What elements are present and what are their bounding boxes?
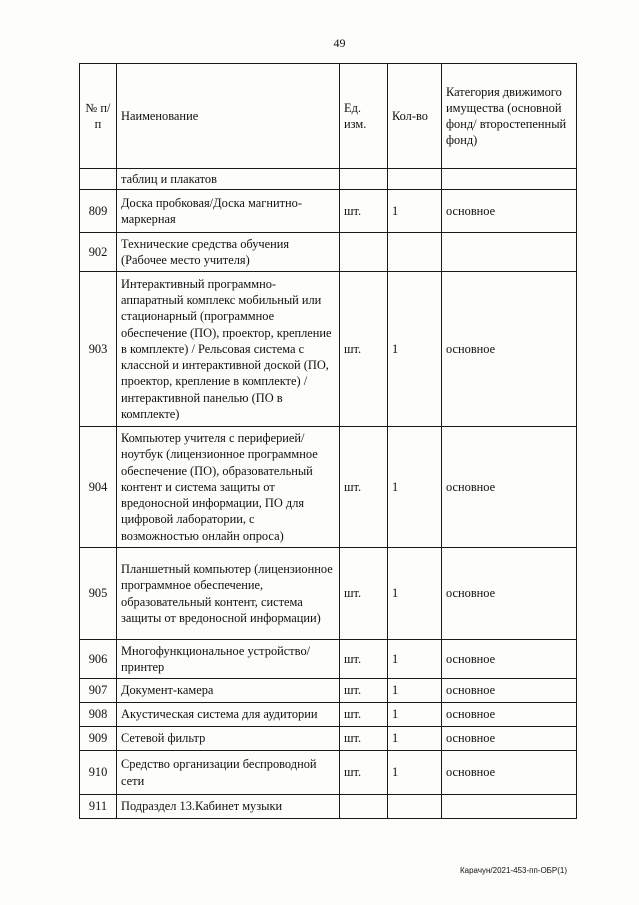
row-num: 905 [80,548,117,640]
row-name: Интерактивный программно-аппаратный комплекс мобильный или стационарный (программное обеспечение (ПО), проектор, крепление в комплекте) / Рельсовая система с классной и интерактивной доской (ПО, проектор, крепление в комплекте) / интерактивной панелью (ПО в комплекте) [117,272,340,427]
header-category: Категория движимого имущества (основной фонд/ второстепенный фонд) [442,64,577,169]
row-category: основное [442,272,577,427]
header-unit: Ед. изм. [340,64,388,169]
row-num: 908 [80,703,117,727]
header-qty: Кол-во [388,64,442,169]
row-unit: шт. [340,548,388,640]
row-unit: шт. [340,190,388,233]
row-name: Подраздел 13.Кабинет музыки [117,795,340,819]
row-num: 910 [80,751,117,795]
table-row [80,679,577,703]
table-row [80,548,577,640]
row-num: 906 [80,640,117,679]
header-name: Наименование [117,64,340,169]
row-qty: 1 [388,703,442,727]
row-qty [388,795,442,819]
row-category: основное [442,703,577,727]
row-unit [340,169,388,190]
row-category: основное [442,548,577,640]
row-qty: 1 [388,679,442,703]
row-unit: шт. [340,703,388,727]
row-category: основное [442,679,577,703]
row-name: Многофункциональное устройство/принтер [117,640,340,679]
row-qty: 1 [388,640,442,679]
row-name: Акустическая система для аудитории [117,703,340,727]
row-qty: 1 [388,272,442,427]
row-category [442,795,577,819]
row-num: 911 [80,795,117,819]
equipment-table [79,63,577,819]
row-category [442,233,577,272]
row-category [442,169,577,190]
row-qty [388,233,442,272]
document-footer: Карачун/2021-453-пп-ОБР(1) [460,866,568,875]
row-unit: шт. [340,727,388,751]
row-num: 809 [80,190,117,233]
row-num [80,169,117,190]
row-category: основное [442,751,577,795]
row-qty: 1 [388,727,442,751]
table-row [80,727,577,751]
row-category: основное [442,427,577,548]
row-unit: шт. [340,640,388,679]
row-category: основное [442,190,577,233]
row-unit: шт. [340,679,388,703]
row-name: Сетевой фильтр [117,727,340,751]
row-qty: 1 [388,427,442,548]
row-name: Средство организации беспроводной сети [117,751,340,795]
row-unit [340,233,388,272]
table-row [80,427,577,548]
row-qty: 1 [388,190,442,233]
header-num: № п/п [80,64,117,169]
row-name: Документ-камера [117,679,340,703]
row-name: Планшетный компьютер (лицензионное программное обеспечение, образовательный контент, система защиты от вредоносной информации) [117,548,340,640]
row-num: 907 [80,679,117,703]
row-name: Доска пробковая/Доска магнитно-маркерная [117,190,340,233]
table-row [80,190,577,233]
table-row [80,703,577,727]
row-num: 902 [80,233,117,272]
row-name: таблиц и плакатов [117,169,340,190]
table-row [80,272,577,427]
row-qty: 1 [388,548,442,640]
row-category: основное [442,727,577,751]
table-row [80,751,577,795]
table-row [80,233,577,272]
row-name: Компьютер учителя с периферией/ноутбук (лицензионное программное обеспечение (ПО), образовательный контент и система защиты от вредоносной информации, ПО для цифровой лаборатории, с возможностью онлайн опроса) [117,427,340,548]
row-qty [388,169,442,190]
row-unit: шт. [340,751,388,795]
page-number: 49 [333,36,346,50]
row-unit: шт. [340,272,388,427]
row-category: основное [442,640,577,679]
row-num: 909 [80,727,117,751]
row-unit: шт. [340,427,388,548]
table-row [80,640,577,679]
row-qty: 1 [388,751,442,795]
row-num: 904 [80,427,117,548]
row-unit [340,795,388,819]
row-name: Технические средства обучения (Рабочее место учителя) [117,233,340,272]
table-row [80,169,577,190]
table-header-row [80,64,577,169]
table-row [80,795,577,819]
row-num: 903 [80,272,117,427]
